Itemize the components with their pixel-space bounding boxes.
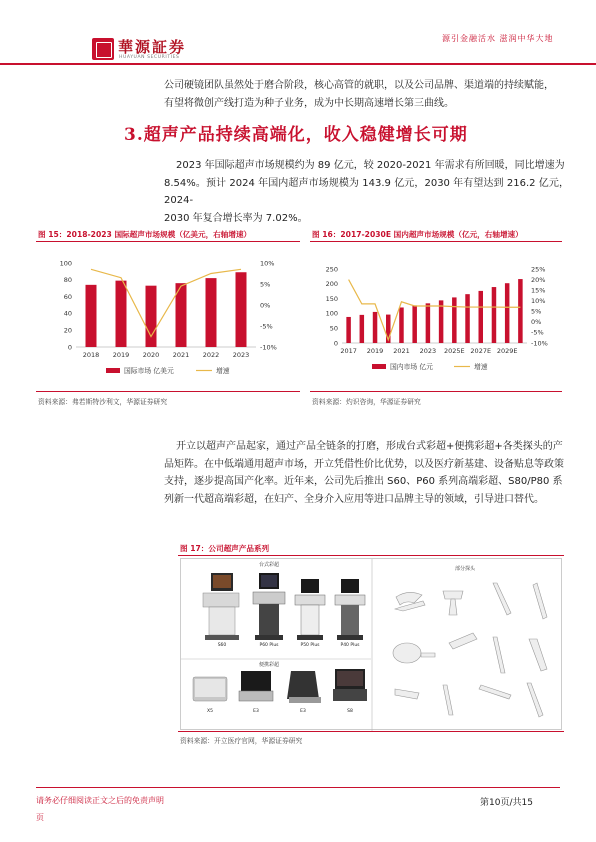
text-line: 2023 年国际超声市场规模约为 89 亿元，较 2020-2021 年需求有所回暖，同比增速为 bbox=[176, 160, 565, 171]
bar bbox=[206, 278, 217, 347]
y2-tick-label: -10% bbox=[531, 339, 548, 348]
model-label: E3 bbox=[253, 709, 259, 714]
logo-icon bbox=[92, 38, 114, 60]
legend-label: 增速 bbox=[474, 363, 488, 371]
header-slogan: 源引金融活水 滋润中华大地 bbox=[442, 34, 554, 43]
y-tick-label: 100 bbox=[325, 309, 338, 318]
figure-17-title: 图 17：公司超声产品系列 bbox=[180, 544, 270, 553]
x-tick-label: 2020 bbox=[142, 351, 160, 359]
y2-tick-label: 15% bbox=[531, 286, 546, 295]
bar bbox=[492, 287, 497, 343]
y2-tick-label: 10% bbox=[531, 297, 546, 306]
desktop-ultrasound-s60-icon bbox=[203, 573, 239, 640]
model-label: P40 Plus bbox=[340, 643, 360, 648]
model-label: X5 bbox=[207, 709, 213, 714]
y-tick-label: 0 bbox=[333, 339, 338, 348]
text-line: 品矩阵。在中低端通用超声市场，开立凭借性价比优势，以及医疗新基建、设备贴息等政策 bbox=[164, 458, 564, 470]
group-label-desktop: 台式彩超 bbox=[259, 562, 280, 568]
figure-15-title: 图 15：2018-2023 国际超声市场规模（亿美元，右轴增速） bbox=[38, 230, 252, 239]
x-tick-label: 2021 bbox=[172, 351, 190, 359]
section-heading: 3.超声产品持续高端化，收入稳健增长可期 bbox=[124, 125, 468, 145]
text-line: 支持，逐步提高国产化率。近年来，公司先后推出 S60、P60 系列高端彩超、S80/P80 系 bbox=[164, 476, 563, 487]
figure-17-rule bbox=[178, 555, 564, 556]
x-tick-label: 2025E bbox=[443, 347, 465, 355]
text-line: 2030 年复合增长率为 7.02%。 bbox=[164, 212, 308, 224]
y2-tick-label: 25% bbox=[531, 265, 546, 274]
x-tick-label: 2023 bbox=[419, 347, 437, 355]
desktop-ultrasound-p60-icon bbox=[253, 573, 285, 640]
legend-label: 国际市场 亿美元 bbox=[124, 367, 174, 375]
bar bbox=[479, 291, 484, 343]
figure-15-chart bbox=[36, 250, 300, 385]
header-divider bbox=[0, 63, 596, 65]
legend-label: 增速 bbox=[216, 367, 230, 375]
model-label: S8 bbox=[347, 709, 353, 714]
bar bbox=[116, 281, 127, 347]
probe-icon bbox=[393, 583, 547, 717]
model-label: P60 Plus bbox=[259, 643, 279, 648]
product-drawings bbox=[181, 559, 563, 731]
y-tick-label: 150 bbox=[325, 294, 338, 303]
figure-16-title: 图 16：2017-2030E 国内超声市场规模（亿元，右轴增速） bbox=[312, 230, 523, 239]
footer-disclaimer-cont: 页 bbox=[36, 813, 44, 822]
y2-tick-label: 5% bbox=[531, 307, 542, 316]
bar bbox=[86, 285, 97, 347]
bar bbox=[426, 303, 431, 343]
x-tick-label: 2029E bbox=[496, 347, 518, 355]
bar bbox=[518, 279, 523, 343]
x-tick-label: 2019 bbox=[112, 351, 130, 359]
bar bbox=[505, 283, 510, 343]
portable-ultrasound-s8-icon bbox=[333, 669, 367, 701]
bar bbox=[236, 272, 247, 347]
legend-bar-swatch bbox=[372, 364, 386, 369]
logo-text: 華源証券 bbox=[118, 38, 187, 56]
figure-16-rule bbox=[310, 241, 562, 242]
y2-tick-label: 20% bbox=[531, 275, 546, 284]
portable-ultrasound-x5-icon bbox=[193, 677, 227, 701]
y2-tick-label: -10% bbox=[260, 343, 277, 352]
y2-tick-label: -5% bbox=[531, 328, 544, 337]
page-number: 第10页/共15 bbox=[480, 798, 533, 808]
desktop-ultrasound-p40-icon bbox=[335, 579, 365, 640]
group-label-portable: 便携彩超 bbox=[259, 662, 280, 668]
model-label: E3 bbox=[300, 709, 306, 714]
x-tick-label: 2017 bbox=[340, 347, 357, 355]
portable-ultrasound-e3b-icon bbox=[287, 671, 321, 703]
text-line: 有望将微创产线打造为种子业务，成为中长期高速增长第三曲线。 bbox=[164, 97, 454, 109]
x-tick-label: 2027E bbox=[470, 347, 492, 355]
bar bbox=[439, 300, 444, 343]
bar bbox=[399, 307, 404, 343]
figure-15-rule bbox=[36, 241, 300, 242]
figure-17-source-rule bbox=[178, 731, 564, 732]
bar bbox=[360, 315, 365, 343]
y-tick-label: 20 bbox=[63, 326, 72, 335]
y-tick-label: 80 bbox=[63, 276, 72, 285]
figure-16-source-rule bbox=[310, 391, 562, 392]
group-label-probes: 部分探头 bbox=[455, 566, 476, 572]
bar bbox=[346, 317, 351, 343]
figure-16-chart bbox=[310, 250, 562, 385]
y-tick-label: 40 bbox=[63, 309, 72, 318]
y2-tick-label: 10% bbox=[260, 259, 275, 268]
model-label: S60 bbox=[217, 643, 227, 648]
intro-paragraph bbox=[164, 77, 564, 112]
y2-tick-label: 5% bbox=[260, 280, 271, 289]
footer-disclaimer: 请务必仔细阅读正文之后的免责声明 bbox=[36, 796, 164, 805]
footer-divider bbox=[36, 787, 560, 788]
legend-label: 国内市场 亿元 bbox=[390, 363, 433, 371]
y2-tick-label: 0% bbox=[531, 318, 542, 327]
x-tick-label: 2019 bbox=[366, 347, 384, 355]
bar bbox=[465, 294, 470, 343]
bar bbox=[412, 305, 417, 343]
text-line: 8.54%。预计 2024 年国内超声市场规模为 143.9 亿元，2030 年有望达到 216.2 亿元，2024- bbox=[164, 177, 569, 206]
y2-tick-label: -5% bbox=[260, 322, 273, 331]
x-tick-label: 2021 bbox=[393, 347, 410, 355]
bar bbox=[373, 312, 378, 343]
text-line: 开立以超声产品起家，通过产品全链条的打磨，形成台式彩超+便携彩超+各类探头的产 bbox=[176, 441, 563, 452]
legend-bar-swatch bbox=[106, 368, 120, 373]
product-image-panel bbox=[180, 558, 562, 730]
y-tick-label: 100 bbox=[59, 259, 72, 268]
text-line: 列新一代超高端彩超，在妇产、全身介入应用等进口品牌主导的领域，引导进口替代。 bbox=[164, 493, 544, 505]
y-tick-label: 200 bbox=[325, 280, 338, 289]
model-label: P50 Plus bbox=[300, 643, 320, 648]
y2-tick-label: 0% bbox=[260, 301, 271, 310]
market-paragraph bbox=[164, 157, 569, 227]
growth-line bbox=[91, 269, 241, 336]
text-line: 公司硬镜团队虽然处于磨合阶段，核心高管的就职，以及公司品牌、渠道端的持续赋能， bbox=[164, 80, 554, 91]
x-tick-label: 2022 bbox=[202, 351, 220, 359]
figure-17-source: 资料来源：开立医疗官网，华源证券研究 bbox=[180, 737, 303, 745]
x-tick-label: 2023 bbox=[232, 351, 250, 359]
bar bbox=[452, 297, 457, 343]
y-tick-label: 60 bbox=[63, 292, 72, 301]
portable-ultrasound-e3-icon bbox=[239, 671, 273, 701]
y-tick-label: 0 bbox=[67, 343, 72, 352]
desktop-ultrasound-p50-icon bbox=[295, 579, 325, 640]
y-tick-label: 250 bbox=[325, 265, 338, 274]
logo-subtext: HUAYUAN SECURITIES bbox=[119, 55, 180, 60]
bar bbox=[146, 286, 157, 347]
y-tick-label: 50 bbox=[329, 324, 338, 333]
figure-15-source: 资料来源：弗若斯特沙利文，华源证券研究 bbox=[38, 398, 168, 406]
x-tick-label: 2018 bbox=[82, 351, 100, 359]
product-paragraph bbox=[164, 438, 569, 508]
figure-16-source: 资料来源：灼识咨询，华源证券研究 bbox=[312, 398, 421, 406]
figure-15-source-rule bbox=[36, 391, 300, 392]
